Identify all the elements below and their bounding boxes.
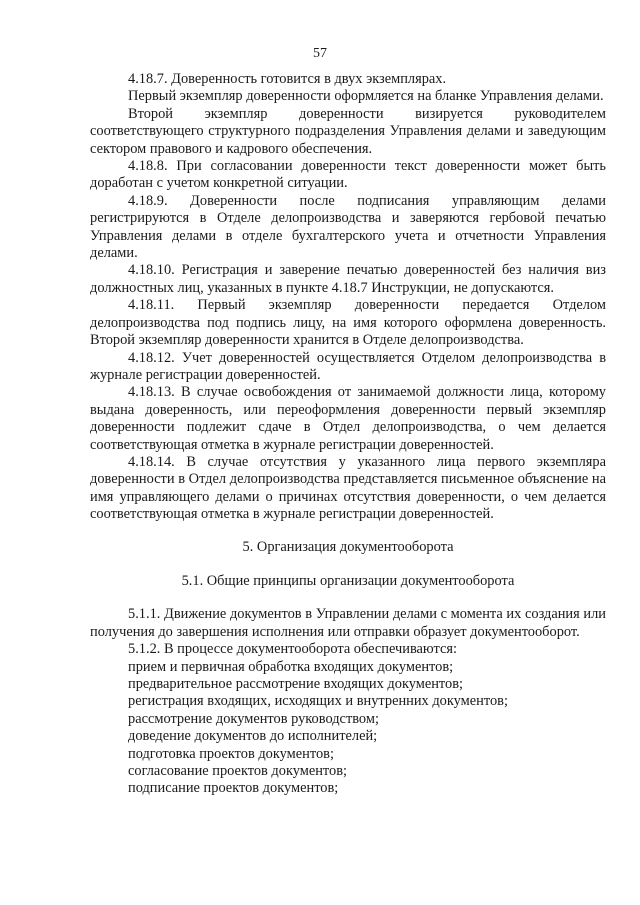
paragraph: Первый экземпляр доверенности оформляется на бланке Управления делами.	[128, 88, 604, 105]
paragraph: 4.18.8. При согласовании доверенности текст доверенности может быть доработан с учетом конкретной ситуации.	[90, 158, 606, 192]
subsection-heading: 5.1. Общие принципы организации документооборота	[181, 572, 515, 589]
list-item: подписание проектов документов;	[128, 780, 339, 797]
paragraph: 4.18.7. Доверенность готовится в двух экземплярах.	[128, 71, 447, 87]
section-heading: 5. Организация документооборота	[242, 538, 454, 555]
paragraph: 5.1.1. Движение документов в Управлении делами с момента их создания или получения до завершения исполнения или отправки образует документооборот.	[90, 606, 606, 640]
list-item: предварительное рассмотрение входящих документов;	[128, 676, 464, 692]
paragraph: 5.1.2. В процессе документооборота обеспечиваются:	[128, 641, 457, 658]
list-item: регистрация входящих, исходящих и внутренних документов;	[128, 693, 508, 710]
paragraph: 4.18.14. В случае отсутствия у указанного лица первого экземпляра доверенности в Отдел делопроизводства представляется письменное объяснение на имя управляющего делами о причинах отсутствия доверенности, о чем делается соответствующая отметка в журнале регистрации доверенностей.	[90, 453, 606, 523]
list-item: доведение документов до исполнителей;	[128, 728, 378, 745]
paragraph: 4.18.13. В случае освобождения от занимаемой должности лица, которому выдана доверенность, или переоформления доверенности первый экземпляр доверенности подлежит сдаче в Отдел делопроизводства, о чем делается соответствующая отметка в журнале регистрации доверенностей.	[90, 384, 606, 453]
paragraph: 4.18.9. Доверенности после подписания управляющим делами регистрируются в Отделе делопроизводства и заверяются гербовой печатью Управления делами в отделе бухгалтерского учета и отчетности Управления делами.	[90, 192, 606, 262]
page-number: 57	[313, 46, 327, 61]
document-body	[90, 71, 606, 798]
paragraph: Второй экземпляр доверенности визируется руководителем соответствующего структурного подразделения Управления делами и заведующим сектором правового и кадрового обеспечения.	[90, 105, 606, 157]
list-item: согласование проектов документов;	[128, 763, 348, 780]
list-item: рассмотрение документов руководством;	[128, 710, 379, 727]
paragraph: 4.18.11. Первый экземпляр доверенности передается Отделом делопроизводства под подпись лицу, на имя которого оформлена доверенность. Второй экземпляр доверенности хранится в Отделе делопроизводства.	[90, 297, 606, 349]
paragraph: 4.18.12. Учет доверенностей осуществляется Отделом делопроизводства в журнале регистрации доверенностей.	[90, 349, 606, 383]
list-item: подготовка проектов документов;	[128, 745, 334, 762]
paragraph: 4.18.10. Регистрация и заверение печатью доверенностей без наличия виз должностных лиц, указанных в пункте 4.18.7 Инструкции, не допускаются.	[90, 262, 606, 296]
list-item: прием и первичная обработка входящих документов;	[128, 658, 454, 675]
